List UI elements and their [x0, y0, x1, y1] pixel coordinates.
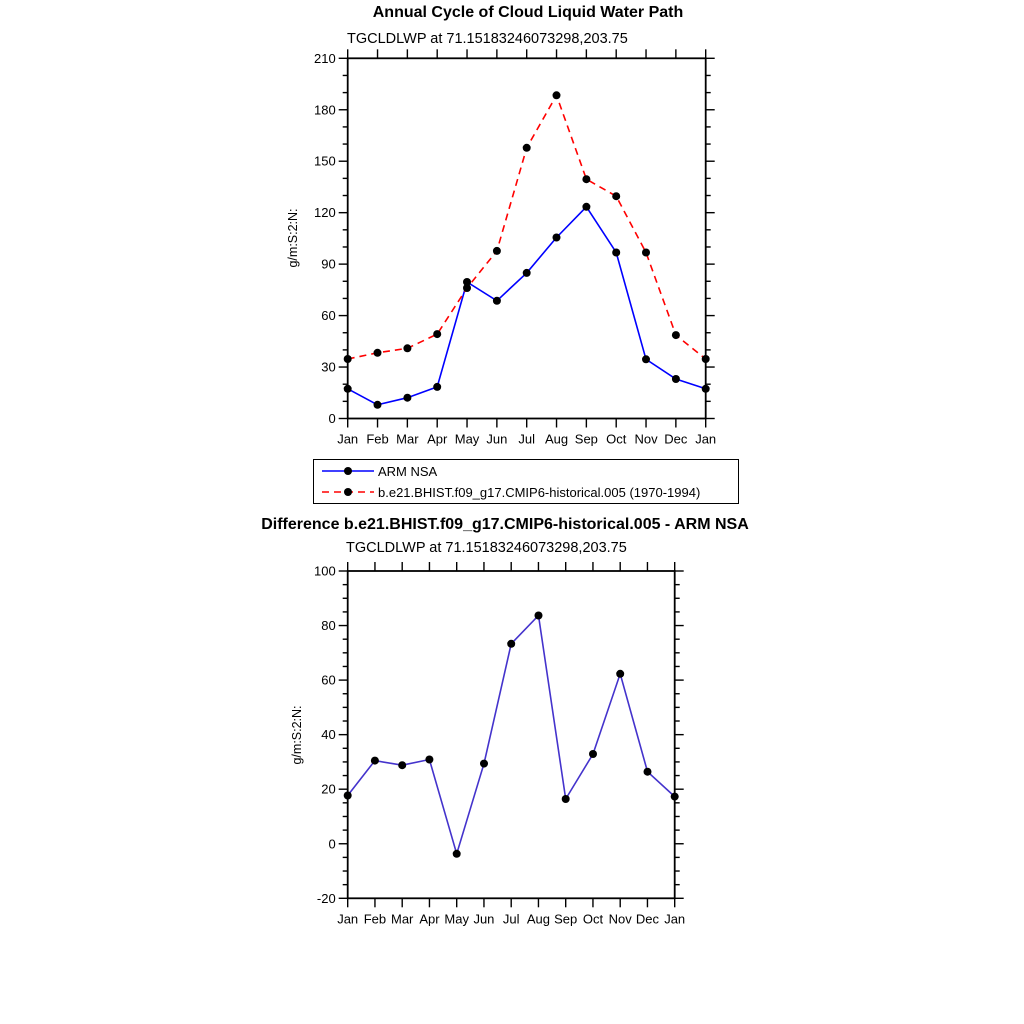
chart1-month-label: Oct: [606, 431, 627, 447]
chart2-frame: [348, 571, 675, 898]
legend-label-arm-nsa: ARM NSA: [378, 463, 438, 479]
chart1-ytick-label: 180: [313, 102, 336, 118]
chart1-month-label: Mar: [396, 431, 419, 447]
chart2-series-markers-0: [344, 612, 679, 858]
chart2-month-label: Jun: [473, 911, 495, 927]
chart1-month-label: Dec: [664, 431, 688, 447]
chart2-ytick-label: 60: [321, 672, 336, 688]
chart2-month-label: Jan: [337, 911, 359, 927]
chart1-subtitle: TGCLDLWP at 71.15183246073298,203.75: [347, 31, 628, 47]
chart2-month-label: Sep: [554, 911, 578, 927]
chart2-month-label: Jul: [502, 911, 520, 927]
chart1-series-markers-0: [344, 203, 710, 409]
chart2-tick-labels: [314, 564, 685, 927]
chart1-frame: [348, 58, 706, 418]
chart2-ytick-label: 20: [321, 781, 336, 797]
chart1-ytick-label: 0: [328, 411, 336, 426]
chart1-month-label: Jul: [518, 431, 536, 447]
chart1-series-line-0: [348, 207, 706, 405]
chart1-y-axis-label: g/m:S:2:N:: [286, 208, 300, 268]
chart2-subtitle: TGCLDLWP at 71.15183246073298,203.75: [346, 540, 627, 556]
model-line-sample-icon: [320, 485, 376, 499]
chart1-series-line-1: [348, 95, 706, 359]
chart2-ytick-label: 0: [328, 836, 336, 852]
chart2-plot-area: [314, 562, 685, 926]
chart2-ytick-label: -20: [316, 890, 336, 906]
chart2-ytick-label: 100: [313, 563, 336, 579]
chart1-month-label: Nov: [634, 431, 658, 447]
legend-label-model: b.e21.BHIST.f09_g17.CMIP6-historical.005 (1970-1994): [378, 484, 701, 500]
chart1-month-label: Feb: [366, 431, 389, 447]
chart2-month-label: Mar: [391, 911, 414, 927]
chart1-plot-area: [314, 49, 716, 446]
chart2-month-label: Apr: [419, 911, 440, 927]
chart1-month-label: Jun: [486, 431, 508, 447]
chart1-ytick-label: 150: [313, 153, 336, 169]
chart2-title: Difference b.e21.BHIST.f09_g17.CMIP6-historical.005 - ARM NSA: [261, 516, 749, 533]
chart1-series-markers-1: [344, 91, 710, 363]
chart1-month-label: Apr: [427, 431, 448, 447]
chart1-ytick-label: 90: [321, 256, 336, 272]
chart1-month-label: Aug: [544, 431, 569, 447]
model-sample-marker: [344, 488, 352, 496]
chart2-ticks: [339, 562, 684, 907]
chart1-ytick-label: 210: [313, 50, 336, 66]
chart2-ytick-label: 40: [321, 727, 336, 743]
chart2-y-axis-label: g/m:S:2:N:: [290, 705, 304, 765]
chart1-title: Annual Cycle of Cloud Liquid Water Path: [372, 4, 684, 21]
chart2-series-line-0: [348, 616, 675, 854]
chart1-month-label: Jan: [337, 431, 359, 447]
chart2-month-label: Dec: [635, 911, 660, 927]
chart2-month-label: May: [444, 911, 469, 927]
legend-item-model: [320, 482, 738, 503]
chart2-month-label: Jan: [664, 911, 686, 927]
chart1-month-label: May: [454, 431, 480, 447]
chart1-ticks: [339, 49, 715, 427]
chart1-ytick-label: 30: [321, 359, 336, 375]
chart2-month-label: Nov: [608, 911, 632, 927]
chart2-month-label: Oct: [582, 911, 604, 927]
chart2-month-label: Feb: [363, 911, 387, 927]
chart1-month-label: Jan: [695, 431, 717, 447]
legend-item-arm-nsa: [320, 461, 738, 482]
arm-nsa-line-sample-icon: [320, 464, 376, 478]
chart2-month-label: Aug: [526, 911, 551, 927]
chart1-ytick-label: 60: [321, 308, 336, 324]
arm-nsa-sample-marker: [344, 467, 352, 475]
legend-box: [313, 459, 739, 504]
chart2-ytick-label: 80: [321, 618, 336, 634]
chart1-ytick-label: 120: [313, 205, 336, 221]
chart1-tick-labels: [314, 51, 716, 447]
chart1-month-label: Sep: [574, 431, 598, 447]
